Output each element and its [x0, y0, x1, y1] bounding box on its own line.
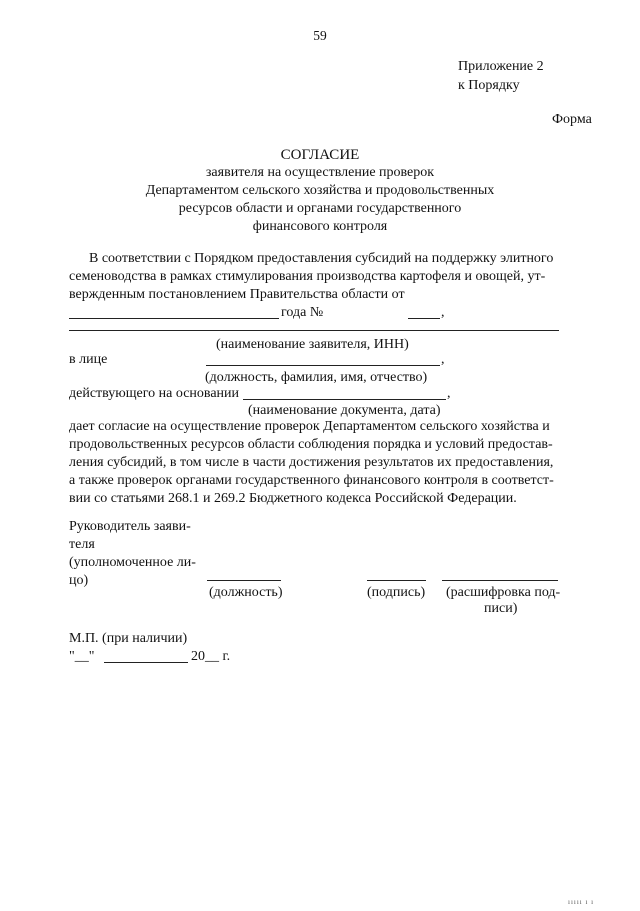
appendix-title: Приложение 2 [458, 59, 544, 74]
document-title: СОГЛАСИЕ [280, 147, 360, 163]
intro-line: семеноводства в рамках стимулирования производства картофеля и овощей, ут- [69, 269, 546, 284]
position-caption: (должность) [209, 585, 283, 600]
date-year: 20__ г. [191, 649, 231, 664]
intro-line: вержденным постановлением Правительства области от [69, 287, 405, 302]
page-number: 59 [313, 28, 327, 43]
applicant-caption: (наименование заявителя, ИНН) [216, 337, 409, 352]
person-caption: (должность, фамилия, имя, отчество) [205, 370, 428, 385]
signature-field[interactable] [367, 580, 426, 581]
person-field[interactable] [206, 365, 440, 366]
form-label: Форма [552, 112, 592, 127]
basis-label: действующего на основании [69, 386, 240, 401]
decode-caption: (расшифровка под- [446, 585, 561, 600]
consent-line: дает согласие на осуществление проверок Департаментом сельского хозяйства и [69, 419, 550, 434]
signatory-line: теля [69, 537, 95, 552]
subtitle-line: заявителя на осуществление проверок [205, 165, 435, 180]
signature-decode-field[interactable] [442, 580, 558, 581]
basis-caption: (наименование документа, дата) [248, 403, 441, 418]
comma: , [441, 305, 445, 320]
date-month-field[interactable] [104, 662, 188, 663]
comma: , [447, 386, 451, 401]
position-field[interactable] [207, 580, 281, 581]
subtitle-line: финансового контроля [252, 219, 388, 234]
footer-mark: ııııı ı ı [568, 898, 595, 906]
consent-line: вии со статьями 268.1 и 269.2 Бюджетного кодекса Российской Федерации. [69, 491, 517, 506]
subtitle-line: ресурсов области и органами государственного [178, 201, 462, 216]
comma: , [441, 352, 445, 367]
date-day-field[interactable]: "__" [69, 649, 95, 664]
subtitle-line: Департаментом сельского хозяйства и продовольственных [145, 183, 495, 198]
basis-document-field[interactable] [243, 399, 446, 400]
decode-caption: писи) [484, 601, 518, 616]
applicant-name-field[interactable] [69, 330, 559, 331]
consent-line: ления субсидий, в том числе в части достижения результатов их предоставления, [69, 455, 554, 470]
year-number-label: года № [281, 305, 324, 320]
appendix-reference: к Порядку [458, 78, 520, 93]
in-person-label: в лице [69, 352, 108, 367]
resolution-number-field[interactable] [408, 318, 440, 319]
signatory-line: (уполномоченное ли- [69, 555, 196, 570]
intro-line: В соответствии с Порядком предоставления субсидий на поддержку элитного [89, 251, 554, 266]
resolution-date-field[interactable] [69, 318, 279, 319]
consent-line: продовольственных ресурсов области соблюдения порядка и условий предостав- [69, 437, 553, 452]
consent-line: а также проверок органами государственного финансового контроля в соответст- [69, 473, 554, 488]
stamp-label: М.П. (при наличии) [69, 631, 188, 646]
signatory-line: Руководитель заяви- [69, 519, 191, 534]
signatory-line: цо) [69, 573, 89, 588]
signature-caption: (подпись) [367, 585, 426, 600]
